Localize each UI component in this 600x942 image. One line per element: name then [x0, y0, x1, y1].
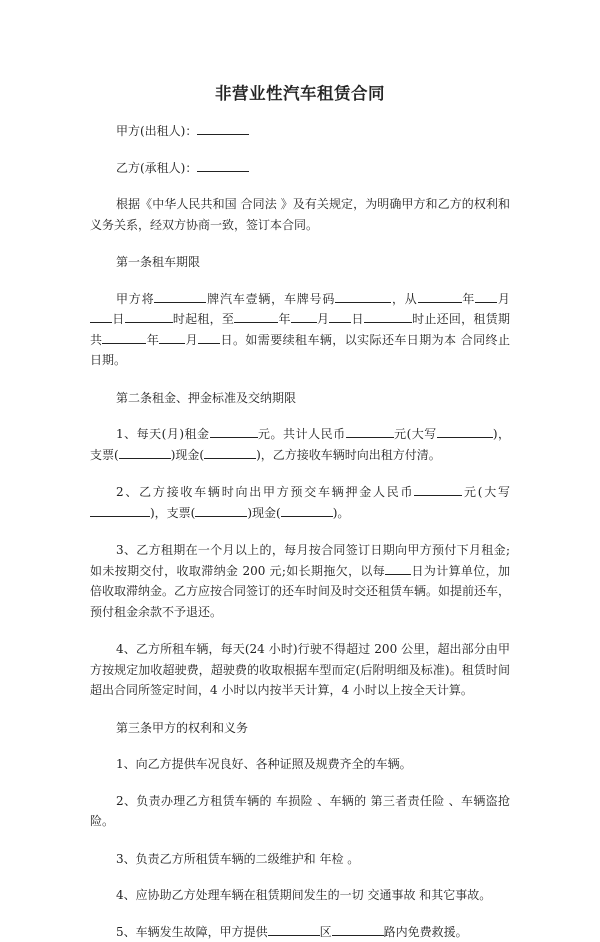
article-2-clause-2 — [90, 482, 510, 523]
text-segment: 年 — [462, 292, 476, 306]
text-segment: )，支票( — [90, 427, 510, 462]
blank-field — [204, 445, 256, 459]
text-segment: )现金( — [247, 506, 280, 520]
blank-field — [90, 309, 112, 323]
blank-field — [414, 482, 462, 496]
text-segment: 1、每天(月)租金 — [116, 427, 210, 441]
party-a-blank — [197, 121, 249, 135]
text-segment: )现金( — [171, 448, 204, 462]
text-segment: 日 — [351, 312, 364, 326]
preamble-paragraph: 根据《中华人民共和国 合同法 》及有关规定，为明确甲方和乙方的权利和义务关系，经双方协商一致，签订本合同。 — [90, 194, 510, 235]
blank-field — [125, 309, 173, 323]
article-2-heading: 第二条租金、押金标准及交纳期限 — [90, 388, 510, 409]
article-2-clause-3 — [90, 540, 510, 622]
blank-field — [119, 445, 171, 459]
text-segment: 年 — [146, 333, 159, 347]
blank-field — [385, 561, 411, 575]
blank-field — [198, 330, 220, 344]
article-3-clause-4: 4、应协助乙方处理车辆在租赁期间发生的一切 交通事故 和其它事故。 — [90, 885, 510, 906]
blank-field — [346, 424, 394, 438]
blank-field — [281, 503, 333, 517]
blank-field — [154, 289, 206, 303]
article-2-clause-4: 4、乙方所租车辆，每天(24 小时)行驶不得超过 200 公里，超出部分由甲方按规定加收超驶费，超驶费的收取根据车型而定(后附明细及标准)。租赁时间超出合同所签定时间，4 小时以内按半天计算，4 小时以上按全天计算。 — [90, 639, 510, 701]
party-b-line — [90, 158, 510, 179]
text-segment: 元(大写 — [394, 427, 437, 441]
text-segment: )。 — [333, 506, 350, 520]
blank-field — [418, 289, 462, 303]
blank-field — [335, 289, 391, 303]
blank-field — [364, 309, 412, 323]
blank-field — [195, 503, 247, 517]
blank-field — [332, 922, 384, 936]
text-segment: 5、车辆发生故障，甲方提供 — [116, 925, 268, 939]
blank-field — [210, 424, 258, 438]
article-3-clause-1: 1、向乙方提供车况良好、各种证照及规费齐全的车辆。 — [90, 754, 510, 775]
article-1-heading: 第一条租车期限 — [90, 252, 510, 273]
blank-field — [291, 309, 317, 323]
text-segment: )，乙方接收车辆时向出租方付清。 — [256, 448, 441, 462]
blank-field — [437, 424, 493, 438]
text-segment: 2、乙方接收车辆时向出甲方预交车辆押金人民币 — [116, 485, 414, 499]
blank-field — [268, 922, 320, 936]
text-segment: 日。如需要续租车辆，以实际还车日期为本 合同终止 日期。 — [90, 333, 510, 368]
text-segment: 路内免费救援。 — [384, 925, 468, 939]
text-segment: 月 — [317, 312, 330, 326]
text-segment: 牌汽车壹辆，车牌号码 — [206, 292, 335, 306]
article-3-heading: 第三条甲方的权利和义务 — [90, 718, 510, 739]
text-segment: 日 — [112, 312, 125, 326]
text-segment: 甲方将 — [116, 292, 154, 306]
text-segment: 日为计算单位，加倍收取滞纳金。乙方应按合同签订的还车时间及时交还租赁车辆。如提前还车，预付租金余款不予退还。 — [90, 564, 510, 619]
article-1-paragraph — [90, 289, 510, 371]
text-segment: ，从 — [391, 292, 417, 306]
text-segment: 元(大写 — [462, 485, 510, 499]
party-a-label: 甲方(出租人)： — [116, 124, 197, 138]
text-segment: 元。共计人民币 — [258, 427, 346, 441]
blank-field — [329, 309, 351, 323]
text-segment: 月 — [185, 333, 198, 347]
article-3-clause-3: 3、负责乙方所租赁车辆的二级维护和 年检 。 — [90, 849, 510, 870]
party-b-blank — [197, 158, 249, 172]
party-a-line — [90, 121, 510, 142]
party-b-label: 乙方(承租人)： — [116, 161, 197, 175]
text-segment: )，支票( — [150, 506, 195, 520]
blank-field — [90, 503, 150, 517]
blank-field — [234, 309, 278, 323]
article-2-clause-1 — [90, 424, 510, 465]
text-segment: 区 — [320, 925, 332, 939]
document-title: 非营业性汽车租赁合同 — [90, 80, 510, 104]
text-segment: 月 — [497, 292, 510, 306]
text-segment: 年 — [278, 312, 291, 326]
text-segment: 3、乙方租期在一个月以上的，每月按合同签订日期向甲方预付下月租金;如未按期交付，收取滞纳金 200 元;如长期拖欠，以每 — [90, 543, 510, 578]
blank-field — [475, 289, 497, 303]
article-3-clause-5 — [90, 922, 510, 942]
blank-field — [159, 330, 185, 344]
article-3-clause-2: 2、负责办理乙方租赁车辆的 车损险 、车辆的 第三者责任险 、车辆盗抢险。 — [90, 791, 510, 832]
blank-field — [102, 330, 146, 344]
text-segment: 时起租，至 — [173, 312, 235, 326]
text-segment: 时止还回，租赁期共 — [90, 312, 510, 347]
